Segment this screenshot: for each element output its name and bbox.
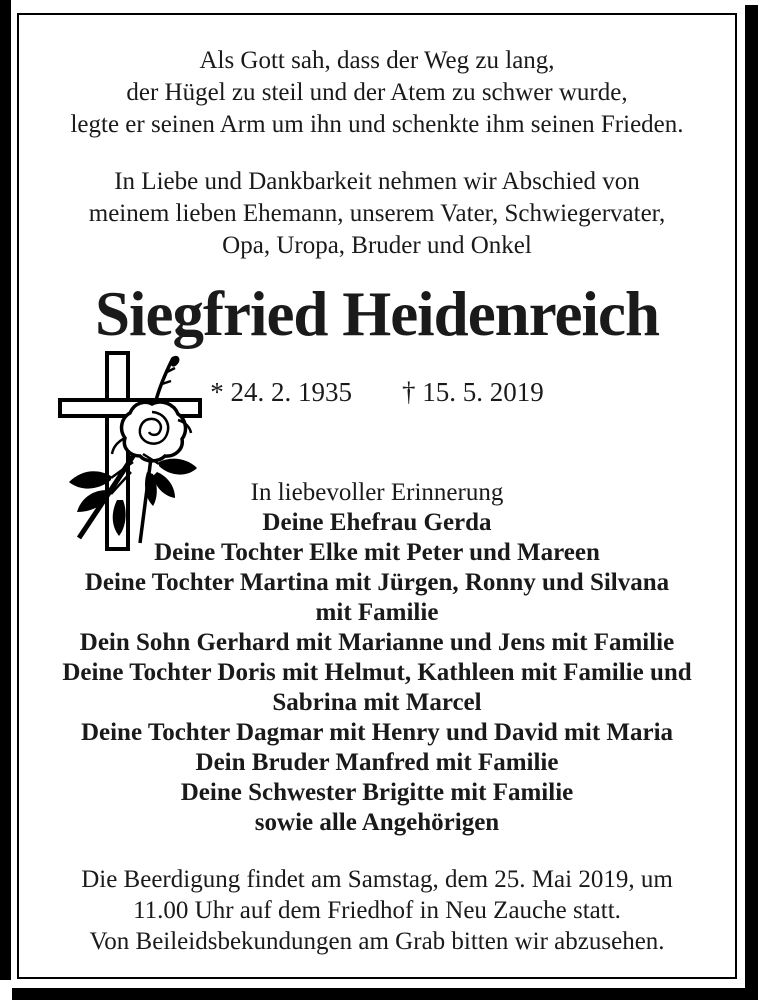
mourner-line: Deine Tochter Martina mit Jürgen, Ronny und Silvana xyxy=(84,569,670,596)
mourner-line: Deine Ehefrau Gerda xyxy=(262,509,492,536)
intro-line: Opa, Uropa, Bruder und Onkel xyxy=(222,232,532,259)
mourner-line: Dein Bruder Manfred mit Familie xyxy=(195,749,559,776)
verse-line: der Hügel zu steil und der Atem zu schwer wurde, xyxy=(126,79,628,106)
opening-verse xyxy=(19,45,735,141)
funeral-line: Von Beileidsbekundungen am Grab bitten wir abzusehen. xyxy=(89,928,665,955)
obituary-frame xyxy=(17,13,737,979)
mourner-line: Deine Tochter Doris mit Helmut, Kathleen mit Familie und xyxy=(62,659,692,686)
mourners-list xyxy=(19,508,735,838)
mourner-line: Deine Schwester Brigitte mit Familie xyxy=(180,779,574,806)
death-date: † 15. 5. 2019 xyxy=(402,377,544,407)
farewell-intro xyxy=(19,166,735,262)
funeral-info xyxy=(19,864,735,957)
right-page-rule xyxy=(745,5,758,1000)
verse-line: legte er seinen Arm um ihn und schenkte ihm seinen Frieden. xyxy=(70,111,684,138)
cross-with-rose-icon xyxy=(55,350,205,555)
mourner-line: Deine Tochter Dagmar mit Henry und David mit Maria xyxy=(80,719,674,746)
verse-line: Als Gott sah, dass der Weg zu lang, xyxy=(199,47,555,74)
mourner-line: mit Familie xyxy=(315,599,439,626)
bottom-page-rule xyxy=(12,988,758,1000)
mourner-line: Dein Sohn Gerhard mit Marianne und Jens mit Familie xyxy=(79,629,675,656)
left-page-rule xyxy=(0,0,11,980)
intro-line: meinem lieben Ehemann, unserem Vater, Schwiegervater, xyxy=(88,200,666,227)
funeral-line: Die Beerdigung findet am Samstag, dem 25. Mai 2019, um xyxy=(81,866,673,893)
mourner-line: Sabrina mit Marcel xyxy=(272,689,482,716)
mourner-line: Deine Tochter Elke mit Peter und Mareen xyxy=(154,539,600,566)
birth-date: * 24. 2. 1935 xyxy=(210,377,352,407)
funeral-line: 11.00 Uhr auf dem Friedhof in Neu Zauche statt. xyxy=(133,897,621,924)
intro-line: In Liebe und Dankbarkeit nehmen wir Abschied von xyxy=(114,168,640,195)
mourner-line: sowie alle Angehörigen xyxy=(254,809,500,836)
remembrance-heading: In liebevoller Erinnerung xyxy=(250,479,504,506)
deceased-name: Siegfried Heidenreich xyxy=(95,279,659,349)
